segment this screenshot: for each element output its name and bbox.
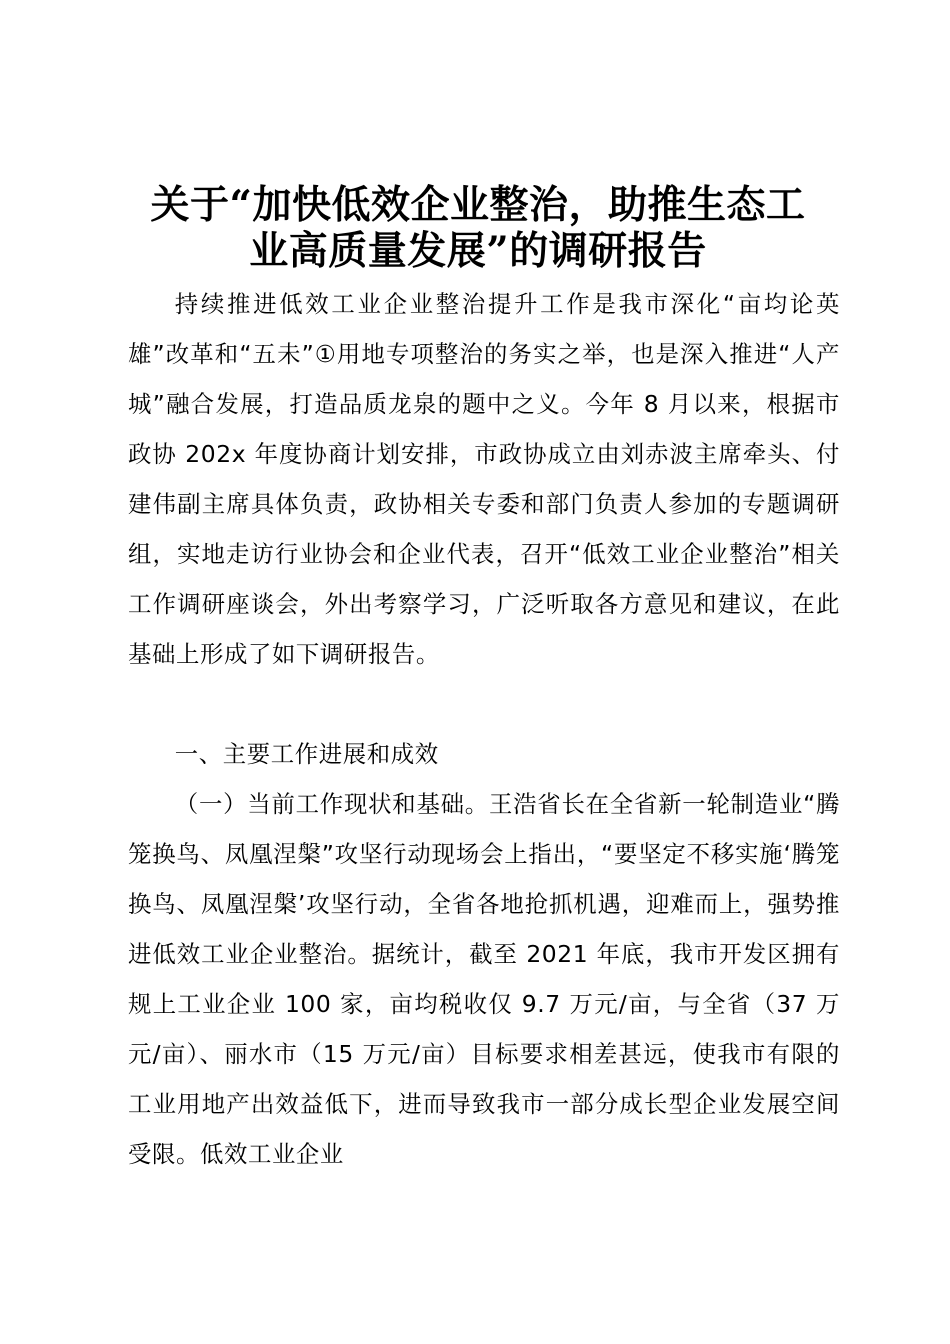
- intro-paragraph: 持续推进低效工业企业整治提升工作是我市深化“亩均论英雄”改革和“五未”①用地专项整治的务实之举，也是深入推进“人产城”融合发展，打造品质龙泉的题中之义。今年 8 月以来，根据市政协 202x 年度协商计划安排，市政协成立由刘赤波主席牵头、付建伟副主席具体负责，政协相关专委和部门负责人参加的专题调研组，实地走访行业协会和企业代表，召开“低效工业企业整治”相关工作调研座谈会，外出考察学习，广泛听取各方意见和建议，在此基础上形成了如下调研报告。: [128, 290, 840, 668]
- document-title: [118, 182, 838, 274]
- section-heading: 一、主要工作进展和成效: [174, 740, 439, 768]
- title-line-2: 业高质量发展”的调研报告: [249, 228, 707, 274]
- body-paragraph: （一）当前工作现状和基础。王浩省长在全省新一轮制造业“腾笼换鸟、凤凰涅槃”攻坚行动现场会上指出，“要坚定不移实施‘腾笼换鸟、凤凰涅槃’攻坚行动，全省各地抢抓机遇，迎难而上，强势推进低效工业企业整治。据统计，截至 2021 年底，我市开发区拥有规上工业企业 100 家，亩均税收仅 9.7 万元/亩，与全省（37 万元/亩）、丽水市（15 万元/亩）目标要求相差甚远，使我市有限的工业用地产出效益低下，进而导致我市一部分成长型企业发展空间受限。低效工业企业: [128, 790, 840, 1168]
- title-line-1: 关于“加快低效企业整治，助推生态工: [150, 182, 806, 228]
